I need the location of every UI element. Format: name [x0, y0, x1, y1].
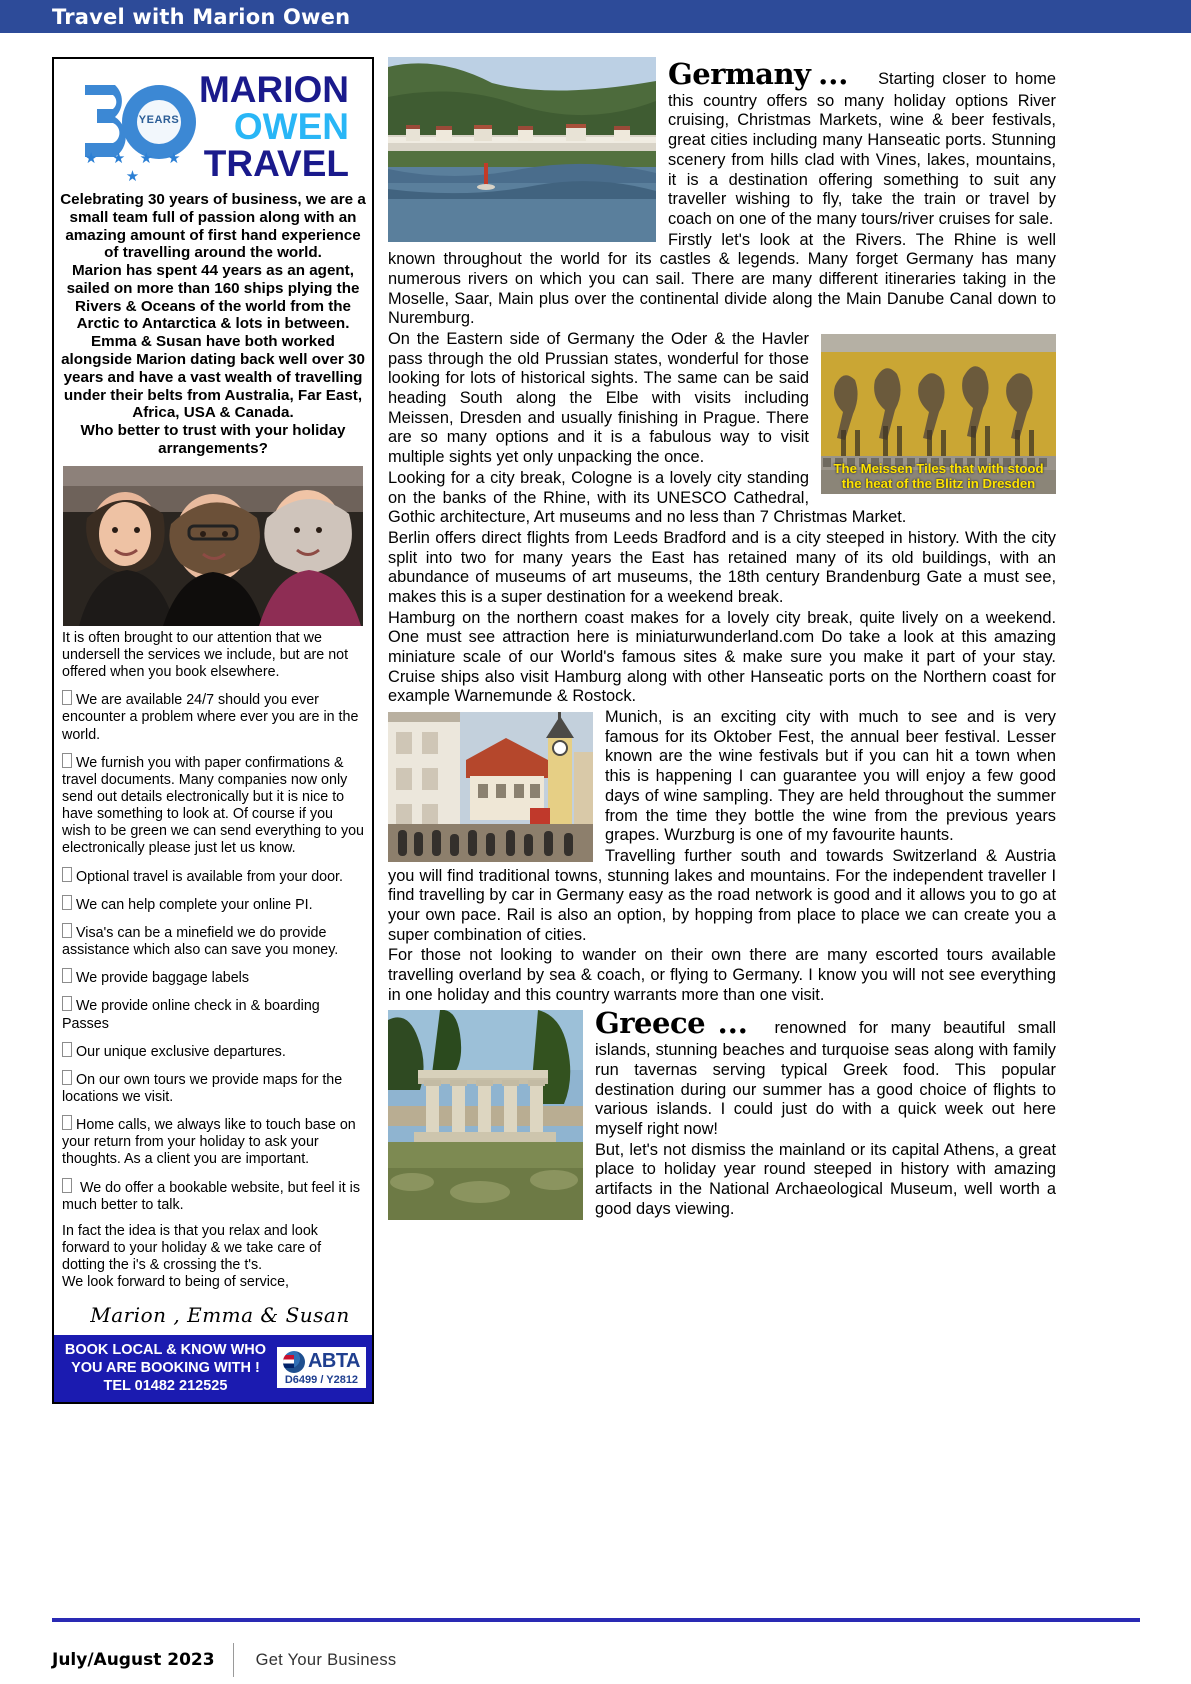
page-header-bar: [0, 0, 1191, 33]
company-logo-wordmark: [198, 68, 355, 184]
footer-issue-date: July/August 2023: [52, 1650, 215, 1670]
sidebar-list-item: [62, 753, 364, 858]
sidebar-list-item: [62, 895, 364, 914]
abta-brand-name: ABTA: [307, 1350, 360, 1373]
sidebar-list-item-text: We do offer a bookable website, but feel it is much better to talk.: [62, 1179, 360, 1213]
footer-divider-rule: [52, 1618, 1140, 1622]
germany-paragraph-4: Looking for a city break, Cologne is a lovely city standing on the banks of the Rhine, with its UNESCO Cathedral, Gothic architecture, Art museums and no less than 7 Christmas Market.: [388, 468, 907, 527]
germany-paragraph-6: Hamburg on the northern coast makes for a lovely city break, quite lively on a weekend. One must see attraction here is miniaturwunderland.com Do take a look at this amazing miniature scale of our World's famous sites & make sure you make it part of your stay. Cruise ships also visit Hamburg along with other Hanseatic ports on the Northern coast for example Warnemunde & Rostock.: [388, 608, 1056, 706]
sidebar-list-item: [62, 1178, 364, 1214]
bullet-box-icon: [62, 1042, 72, 1057]
greece-paragraph-1: renowned for many beautiful small islands, stunning beaches and turquoise seas along with family run tavernas serving typical Greek food. This popular destination during our summer has a good choice of flights to various islands. I could just do with a quick week out here myself right now!: [595, 1019, 1056, 1138]
meissen-tiles-photo: [821, 334, 1056, 494]
sidebar-list-item-text: We can help complete your online PI.: [76, 896, 313, 913]
bullet-box-icon: [62, 1070, 72, 1085]
germany-heading: Germany: [668, 57, 811, 91]
bullet-box-icon: [62, 690, 72, 705]
germany-paragraph-1: Starting closer to home this country offers so many holiday options River cruising, Christmas Markets, wine & beer festivals, great cities including many Hanseatic ports. Stunning scenery from hills clad with Vines, lakes, mountains, it is a destination offering something to suit any traveller wishing to fly, take the train or travel by coach on one of the many tours/river cruises for sale.: [668, 70, 1056, 228]
moselle-river-photo: [388, 57, 656, 242]
page-body: [0, 33, 1191, 1684]
sidebar-list-item: [62, 690, 364, 743]
page-title: Travel with Marion Owen: [52, 5, 351, 29]
sidebar-list-item: [62, 1070, 364, 1106]
abta-line-1: BOOK LOCAL & KNOW WHO: [64, 1341, 267, 1358]
sidebar-list-item-text: Visa's can be a minefield we do provide assistance which also can save you money.: [62, 924, 339, 959]
thirty-years-badge-icon: [71, 65, 199, 187]
abta-banner: [54, 1335, 372, 1402]
sidebar-list-item-text: We provide online check in & boarding Passes: [62, 998, 320, 1032]
sidebar-list-item: [62, 923, 364, 959]
abta-line-2: YOU ARE BOOKING WITH !: [71, 1359, 260, 1376]
sidebar-list-item: [62, 1115, 364, 1168]
abta-membership-code: D6499 / Y2812: [284, 1374, 359, 1387]
abta-line-3: TEL 01482 212525: [103, 1377, 228, 1394]
bullet-box-icon: [62, 1115, 72, 1130]
germany-paragraph-8: Travelling further south and towards Switzerland & Austria you will find traditional towns, stunning lakes and mountains. For the independent traveller I find travelling by car in Germany easy as the road network is good and it allows you to go at your own pace. Rail is also an option, by hopping from place to place we can create you a super combination of cities.: [388, 846, 1056, 944]
greece-heading: Greece: [595, 1006, 706, 1041]
bullet-box-icon: [62, 753, 72, 768]
bullet-box-icon: [62, 996, 72, 1011]
article-column: [388, 57, 1056, 1222]
badge-stars-icon: ★ ★ ★ ★ ★: [84, 150, 186, 185]
sidebar-intro-text: Celebrating 30 years of business, we are a small team full of passion along with an amazing amount of first hand experience of travelling around the world. Marion has spent 44 years as an agent, sailed on more than 160 ships plying the Rivers & Oceans of the world from the Arctic to Antarctica & lots in between. Emma & Susan have both worked alongside Marion dating back well over 30 years and have a vast wealth of travelling under their belts from Australia, Far East, Africa, USA & Canada. Who better to trust with your holiday arrangements?: [60, 191, 366, 457]
greece-heading-dots: ...: [717, 1006, 748, 1041]
logo-line-marion: MARION: [198, 68, 350, 110]
logo-line-owen: OWEN: [233, 105, 350, 147]
greece-paragraph-2: But, let's not dismiss the mainland or its capital Athens, a great place to holiday year round steeped in history with amazing artifacts in the National Archaeological Museum, well worth a good days viewing.: [595, 1140, 1056, 1218]
germany-paragraph-9: For those not looking to wander on their own there are many escorted tours available travelling overland by sea & coach, or flying to Germany. I know you will not see everything in one holiday and this country warrants more than one visit.: [388, 946, 1056, 1004]
bullet-box-icon: [62, 895, 72, 910]
greece-delphi-photo: [388, 1010, 583, 1220]
sidebar-list-item: [62, 996, 364, 1032]
bullet-box-icon: [62, 867, 72, 882]
germany-heading-dots: ...: [818, 57, 849, 91]
signature-text: Marion , Emma & Susan: [90, 1302, 350, 1327]
bullet-box-icon: [62, 1178, 72, 1193]
sidebar-list-item: [62, 867, 364, 886]
sidebar-list-item-text: Optional travel is available from your door.: [76, 868, 344, 885]
sidebar-list-item-text: We are available 24/7 should you ever encounter a problem where ever you are in the world.: [62, 692, 359, 743]
sidebar-services-list: [54, 628, 372, 1292]
sidebar-list-item-text: On our own tours we provide maps for the locations we visit.: [62, 1071, 343, 1105]
bullet-box-icon: [62, 968, 72, 983]
germany-paragraph-5: Berlin offers direct flights from Leeds Bradford and is a city steeped in history. With the city split into two for many years the East has retained many of its old buildings, with an abundance of museums of art museums, the 18th century Brandenburg Gate a must see, makes this is a super destination for a weekend break.: [388, 528, 1056, 606]
abta-logo: [283, 1350, 360, 1373]
sidebar-list-item-text: We furnish you with paper confirmations & travel documents. Many companies now only send out details electronically but it is nice to have something to look at. Of course if you wish to be green we can send everything to you electronically please just let us know.: [62, 754, 365, 857]
page-footer: [52, 1643, 752, 1677]
sidebar-list-item: [62, 1223, 364, 1292]
sidebar-list-item: [62, 1042, 364, 1061]
team-photo: [63, 466, 363, 626]
abta-globe-icon: [283, 1351, 305, 1373]
advertisement-sidebar: [52, 57, 374, 1404]
bullet-box-icon: [62, 923, 72, 938]
germany-paragraph-2: Firstly let's look at the Rivers. The Rhine is well known throughout the world for its castles & legends. Many forget Germany has many numerous rivers on which you can sail. There are many different itineraries taking in the Moselle, Saar, Main plus over the continental divide along the Main Danube Canal down to Nuremburg.: [388, 230, 1056, 328]
meissen-photo-caption: The Meissen Tiles that with stood the heat of the Blitz in Dresden: [833, 461, 1044, 492]
logo-line-travel: TRAVEL: [203, 142, 350, 184]
sidebar-list-item-text: Home calls, we always like to touch base on your return from your holiday to ask your thoughts. As a client you are important.: [62, 1117, 356, 1168]
germany-paragraph-3: On the Eastern side of Germany the Oder & the Havler pass through the old Prussian states, wonderful for those looking for lots of historical sights. The same can be said heading South along the Elbe with visits including Meissen, Dresden and usually finishing in Prague. There are so many options and it is a fabulous way to visit multiple sights yet only unpacking the once.: [388, 330, 809, 467]
sidebar-list-item-text: Our unique exclusive departures.: [76, 1043, 286, 1060]
company-logo: [54, 59, 372, 189]
abta-logo-box: [277, 1347, 366, 1388]
germany-paragraph-7: Munich, is an exciting city with much to see and is very famous for its Oktober Fest, the annual beer festival. Lesser known are the wine festivals but if you can hit a town when this is happening I can guarantee you will enjoy a few good days of wine sampling. They are held throughout the summer from the time they bottle the wine from the previous years grapes. Wurzburg is one of my favourite haunts.: [605, 708, 1056, 845]
footer-tagline: Get Your Business: [255, 1650, 397, 1669]
sidebar-list-item-text: It is often brought to our attention that we undersell the services we include, but are not offered when you book elsewhere.: [62, 629, 349, 681]
badge-years-label: YEARS: [138, 114, 180, 126]
abta-banner-text: [60, 1341, 271, 1395]
sidebar-list-item-text: We provide baggage labels: [76, 970, 250, 987]
sidebar-list-item: [62, 968, 364, 987]
sidebar-list-item: [62, 630, 364, 681]
sidebar-list-item-text: In fact the idea is that you relax and look forward to your holiday & we take care of dotting the i's & crossing the t's. We look forward to being of service,: [62, 1222, 322, 1291]
munich-street-photo: [388, 712, 593, 862]
